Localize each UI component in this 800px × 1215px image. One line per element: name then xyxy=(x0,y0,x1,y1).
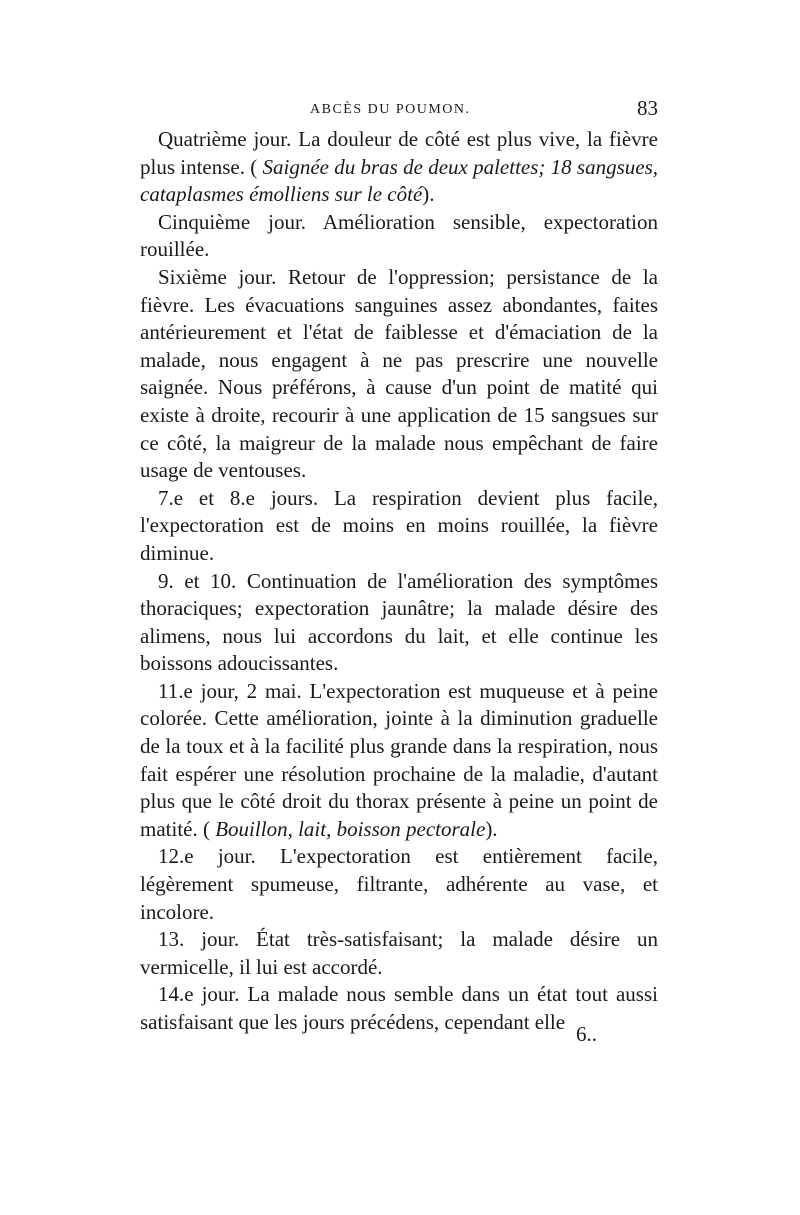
text-run: Cinquième jour. Amélioration sensible, expectoration rouillée. xyxy=(140,209,658,262)
text-run: 7.e et 8.e jours. La respiration devient plus facile, l'expectoration est de moins en moins rouillée, la fièvre diminue. xyxy=(140,485,658,565)
paragraph xyxy=(140,843,658,926)
body-text xyxy=(140,126,658,1037)
text-run: 11.e jour, 2 mai. L'expectoration est muqueuse et à peine colorée. Cette amélioration, jointe à la diminution graduelle de la toux et à la facilité plus grande dans la respiration, nous fait espérer une résolution prochaine de la maladie, d'autant plus que le côté droit du thorax présente à peine un point de matité. ( xyxy=(140,678,658,841)
text-run: ). xyxy=(485,816,498,841)
paragraph xyxy=(140,926,658,981)
italic-text: Saignée du bras de deux palettes; 18 sangsues, cataplasmes émolliens sur le côté xyxy=(140,154,659,207)
text-run: Quatrième jour. La douleur de côté est plus vive, la fièvre plus intense. ( xyxy=(140,127,658,179)
text-run: 9. et 10. Continuation de l'amélioration des symptômes thoraciques; expectoration jaunâtre; la malade désire des alimens, nous lui accordons du lait, et elle continue les boissons adoucissantes. xyxy=(140,568,658,676)
paragraph xyxy=(140,209,658,264)
paragraph xyxy=(140,264,658,485)
italic-text: Bouillon, lait, boisson pectorale xyxy=(215,816,486,841)
text-run: Sixième jour. Retour de l'oppression; persistance de la fièvre. Les évacuations sanguines assez abondantes, faites antérieurement et l'état de faiblesse et d'émaciation de la malade, nous engagent à ne pas prescrire une nouvelle saignée. Nous préférons, à cause d'un point de matité qui existe à droite, recourir à une application de 15 sangsues sur ce côté, la maigreur de la malade nous empêchant de faire usage de ventouses. xyxy=(140,264,658,483)
signature-mark: 6.. xyxy=(576,1022,597,1046)
page-number: 83 xyxy=(637,96,658,120)
text-run: 14.e jour. La malade nous semble dans un état tout aussi satisfaisant que les jours précédens, cependant elle xyxy=(140,982,658,1034)
text-run: ). xyxy=(422,182,435,207)
text-run: 12.e jour. L'expectoration est entièrement facile, légèrement spumeuse, filtrante, adhérente au vase, et incolore. xyxy=(140,844,658,924)
paragraph xyxy=(140,126,658,209)
text-run: 13. jour. État très-satisfaisant; la malade désire un vermicelle, il lui est accordé. xyxy=(140,927,658,979)
page-header xyxy=(140,96,658,124)
running-title: ABCÈS DU POUMON. xyxy=(310,102,471,117)
paragraph xyxy=(140,678,658,844)
paragraph xyxy=(140,568,658,678)
paragraph xyxy=(140,485,658,568)
